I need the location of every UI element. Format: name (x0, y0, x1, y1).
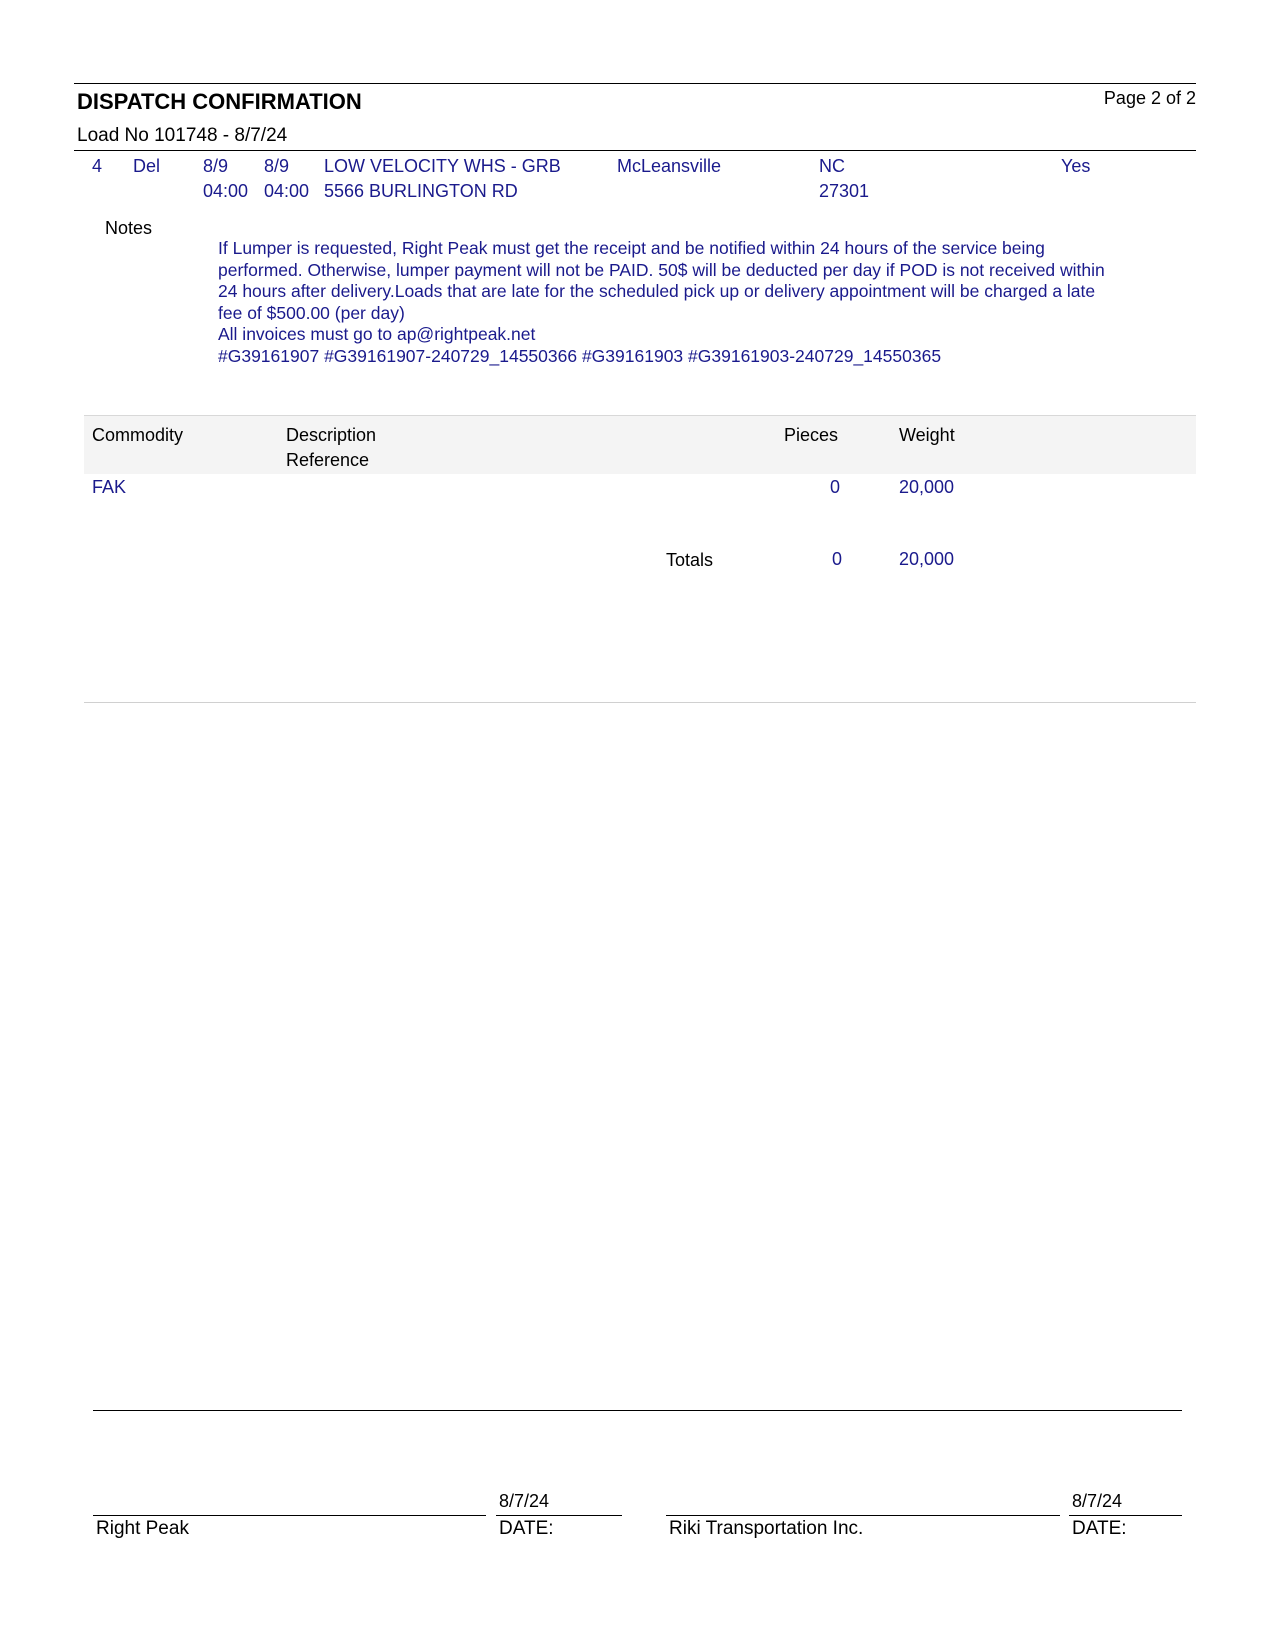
notes-label: Notes (105, 218, 153, 238)
totals-weight: 20,000 (899, 549, 955, 569)
stop-time-to: 04:00 (264, 181, 310, 201)
notes-line: performed. Otherwise, lumper payment will not be PAID. 50$ will be deducted per day if POD is not received within (218, 259, 1105, 280)
load-number: Load No 101748 - 8/7/24 (77, 125, 288, 146)
left-date-label: DATE: (499, 1518, 554, 1539)
totals-pieces: 0 (831, 549, 842, 569)
notes-line: fee of $500.00 (per day) (218, 302, 405, 323)
notes-line: #G39161907 #G39161907-240729_14550366 #G39161903 #G39161903-240729_14550365 (218, 345, 942, 366)
stop-city: McLeansville (617, 156, 722, 176)
notes-line: If Lumper is requested, Right Peak must get the receipt and be notified within 24 hours of the service being (218, 238, 1045, 258)
col-header-pieces: Pieces (784, 425, 839, 445)
stop-date-from: 8/9 (203, 156, 229, 176)
table-row-weight: 20,000 (899, 477, 955, 497)
commodity-table-header (84, 416, 1196, 474)
col-header-reference: Reference (286, 450, 370, 470)
page-title: DISPATCH CONFIRMATION (77, 89, 362, 114)
right-signature-line (666, 1515, 1060, 1516)
col-header-description: Description (286, 425, 377, 445)
left-signature-line (93, 1515, 486, 1516)
notes-text (218, 238, 1178, 367)
left-date-value: 8/7/24 (499, 1491, 550, 1511)
stop-date-to: 8/9 (264, 156, 290, 176)
stop-type: Del (133, 156, 161, 176)
right-date-value: 8/7/24 (1072, 1491, 1123, 1511)
top-rule (74, 83, 1196, 84)
left-date-line (496, 1515, 622, 1516)
stop-state: NC (819, 156, 845, 176)
notes-line: 24 hours after delivery.Loads that are late for the scheduled pick up or delivery appointment will be charged a late (218, 281, 1096, 301)
page-indicator: Page 2 of 2 (1103, 88, 1196, 108)
stop-zip: 27301 (819, 181, 870, 201)
right-date-label: DATE: (1072, 1518, 1127, 1539)
left-party-name: Right Peak (96, 1518, 189, 1539)
totals-label: Totals (666, 550, 714, 570)
stop-location-name: LOW VELOCITY WHS - GRB (324, 156, 561, 176)
col-header-weight: Weight (899, 425, 955, 445)
signature-section-rule (93, 1410, 1182, 1411)
table-bottom-rule (84, 702, 1196, 703)
table-row-commodity: FAK (92, 477, 127, 497)
header-rule (74, 150, 1196, 151)
stop-time-from: 04:00 (203, 181, 249, 201)
col-header-commodity: Commodity (92, 425, 184, 445)
table-row-pieces: 0 (829, 477, 840, 497)
stop-flag: Yes (1061, 156, 1091, 176)
right-date-line (1069, 1515, 1182, 1516)
stop-number: 4 (92, 156, 103, 176)
stop-address: 5566 BURLINGTON RD (324, 181, 518, 201)
right-party-name: Riki Transportation Inc. (669, 1518, 864, 1539)
notes-line: All invoices must go to ap@rightpeak.net (218, 324, 536, 344)
